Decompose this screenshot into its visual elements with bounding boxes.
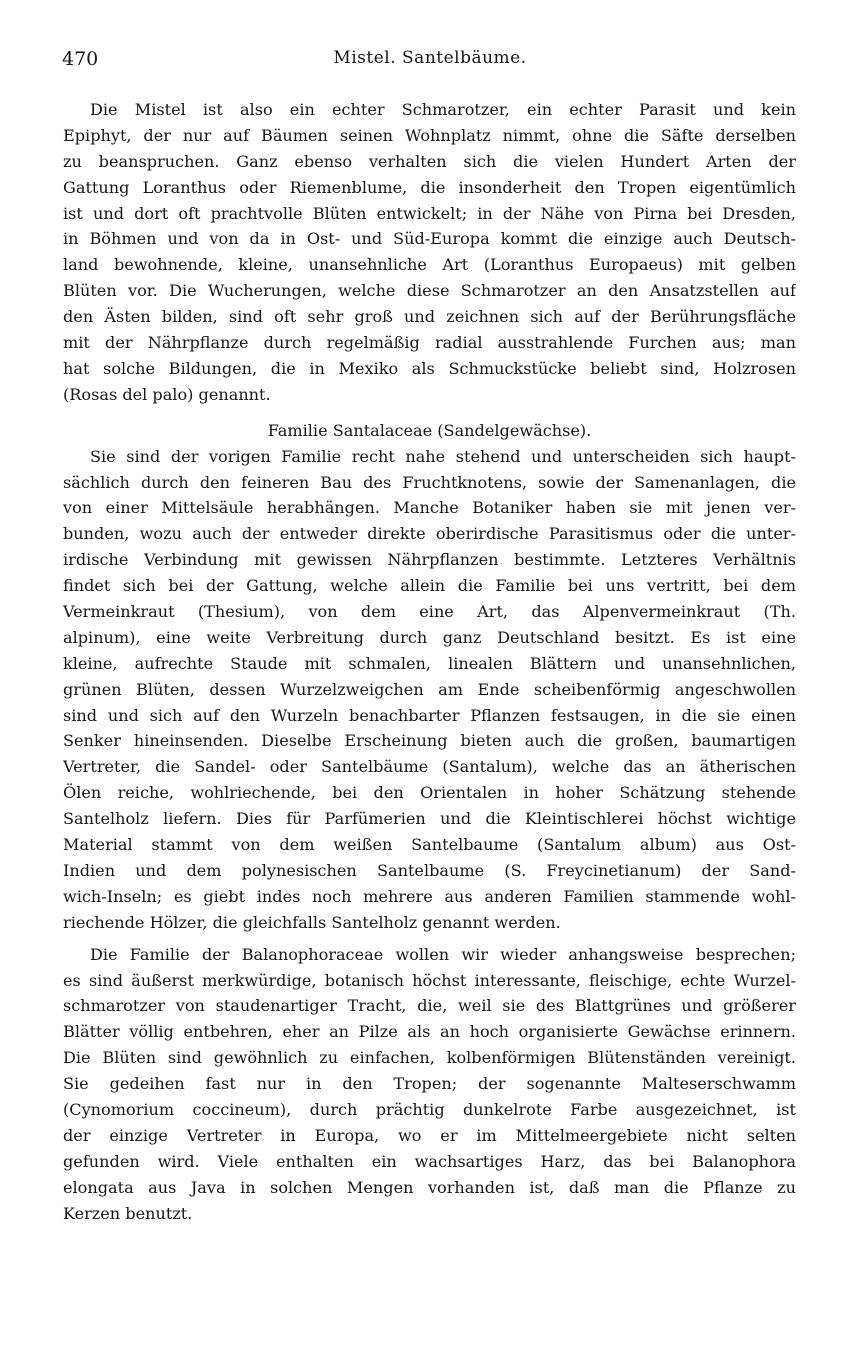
text-line: alpinum), eine weite Verbreitung durch ganz Deutschland besitzt. Es ist eine — [63, 627, 796, 647]
text-line: Gattung Loranthus oder Riemenblume, die insonderheit den Tropen eigentümlich — [63, 177, 796, 197]
text-line: elongata aus Java in solchen Mengen vorhanden ist, daß man die Pflanze zu — [63, 1177, 796, 1197]
text-line: Vermeinkraut (Thesium), von dem eine Art, das Alpenvermeinkraut (Th. — [63, 602, 796, 622]
text-line: in Böhmen und von da in Ost- und Süd-Europa kommt die einzige auch Deutsch- — [63, 229, 796, 249]
text-line: Ölen reiche, wohlriechende, bei den Orientalen in hoher Schätzung stehende — [63, 783, 796, 803]
text-line: Santelholz liefern. Dies für Parfümerien und die Kleintischlerei höchst wichtige — [63, 809, 796, 829]
section-heading: Familie Santalaceae (Sandelgewächse). — [267, 420, 592, 440]
text-line: riechende Hölzer, die gleichfalls Santelholz genannt werden. — [63, 912, 561, 932]
text-line: Sie gedeihen fast nur in den Tropen; der sogenannte Malteserschwamm — [63, 1074, 796, 1094]
text-line: Die Blüten sind gewöhnlich zu einfachen, kolbenförmigen Blütenständen vereinigt. — [63, 1048, 796, 1068]
text-line: findet sich bei der Gattung, welche allein die Familie bei uns vertritt, bei dem — [63, 576, 796, 596]
page-body — [63, 97, 796, 1226]
page-number: 470 — [62, 48, 99, 70]
text-line: zu beanspruchen. Ganz ebenso verhalten sich die vielen Hundert Arten der — [63, 151, 796, 171]
text-line: Vertreter, die Sandel- oder Santelbäume (Santalum), welche das an ätherischen — [63, 757, 796, 777]
text-line: Material stammt von dem weißen Santelbaume (Santalum album) aus Ost- — [63, 835, 796, 855]
text-line: gefunden wird. Viele enthalten ein wachsartiges Harz, das bei Balanophora — [63, 1151, 796, 1171]
paragraph-balanophoraceae — [63, 942, 796, 1227]
text-line: Kerzen benutzt. — [63, 1203, 193, 1223]
text-line: sächlich durch den feineren Bau des Fruchtknotens, sowie der Samenanlagen, die — [63, 472, 796, 492]
text-line: von einer Mittelsäule herabhängen. Manche Botaniker haben sie mit jenen ver- — [63, 498, 796, 518]
text-line: Epiphyt, der nur auf Bäumen seinen Wohnplatz nimmt, ohne die Säfte derselben — [63, 125, 796, 145]
text-line: hat solche Bildungen, die in Mexiko als Schmuckstücke beliebt sind, Holzrosen — [63, 358, 796, 378]
text-line: schmarotzer von staudenartiger Tracht, die, weil sie des Blattgrünes und größerer — [63, 996, 796, 1016]
text-line: grünen Blüten, dessen Wurzelzweigchen am Ende scheibenförmig angeschwollen — [63, 679, 796, 699]
text-line: Blätter völlig entbehren, eher an Pilze als an hoch organisierte Gewächse erinnern. — [63, 1022, 796, 1042]
paragraph-santalaceae — [63, 444, 796, 936]
paragraph-mistel — [63, 97, 796, 408]
running-title: Mistel. Santelbäume. — [333, 48, 527, 68]
text-line: wich-Inseln; es giebt indes noch mehrere aus anderen Familien stammende wohl- — [63, 886, 796, 906]
text-line: land bewohnende, kleine, unansehnliche Art (Loranthus Europaeus) mit gelben — [63, 255, 796, 275]
text-line: ist und dort oft prachtvolle Blüten entwickelt; in der Nähe von Pirna bei Dresden, — [63, 203, 796, 223]
text-line: mit der Nährpflanze durch regelmäßig radial ausstrahlende Furchen aus; man — [63, 333, 796, 353]
text-line: Die Familie der Balanophoraceae wollen wir wieder anhangsweise besprechen; — [90, 944, 796, 964]
text-line: sind und sich auf den Wurzeln benachbarter Pflanzen festsaugen, in die sie einen — [63, 705, 796, 725]
text-line: kleine, aufrechte Staude mit schmalen, linealen Blättern und unansehnlichen, — [63, 653, 796, 673]
text-line: Sie sind der vorigen Familie recht nahe stehend und unterscheiden sich haupt- — [90, 446, 796, 466]
text-line: (Cynomorium coccineum), durch prächtig dunkelrote Farbe ausgezeichnet, ist — [63, 1099, 796, 1119]
text-line: Indien und dem polynesischen Santelbaume (S. Freycinetianum) der Sand- — [63, 860, 796, 880]
text-line: es sind äußerst merkwürdige, botanisch höchst interessante, fleischige, echte Wurzel- — [63, 970, 796, 990]
text-line: Senker hineinsenden. Dieselbe Erscheinung bieten auch die großen, baumartigen — [63, 731, 796, 751]
page-header — [60, 48, 800, 76]
text-line: irdische Verbindung mit gewissen Nährpflanzen bestimmte. Letzteres Verhältnis — [63, 550, 796, 570]
text-line: (Rosas del palo) genannt. — [63, 384, 271, 404]
text-line: bunden, wozu auch der entweder direkte oberirdische Parasitismus oder die unter- — [63, 524, 796, 544]
text-line: Blüten vor. Die Wucherungen, welche diese Schmarotzer an den Ansatzstellen auf — [63, 281, 796, 301]
text-line: Die Mistel ist also ein echter Schmarotzer, ein echter Parasit und kein — [90, 100, 796, 119]
text-line: der einzige Vertreter in Europa, wo er im Mittelmeergebiete nicht selten — [63, 1125, 796, 1145]
text-line: den Ästen bilden, sind oft sehr groß und zeichnen sich auf der Berührungsfläche — [63, 307, 796, 327]
